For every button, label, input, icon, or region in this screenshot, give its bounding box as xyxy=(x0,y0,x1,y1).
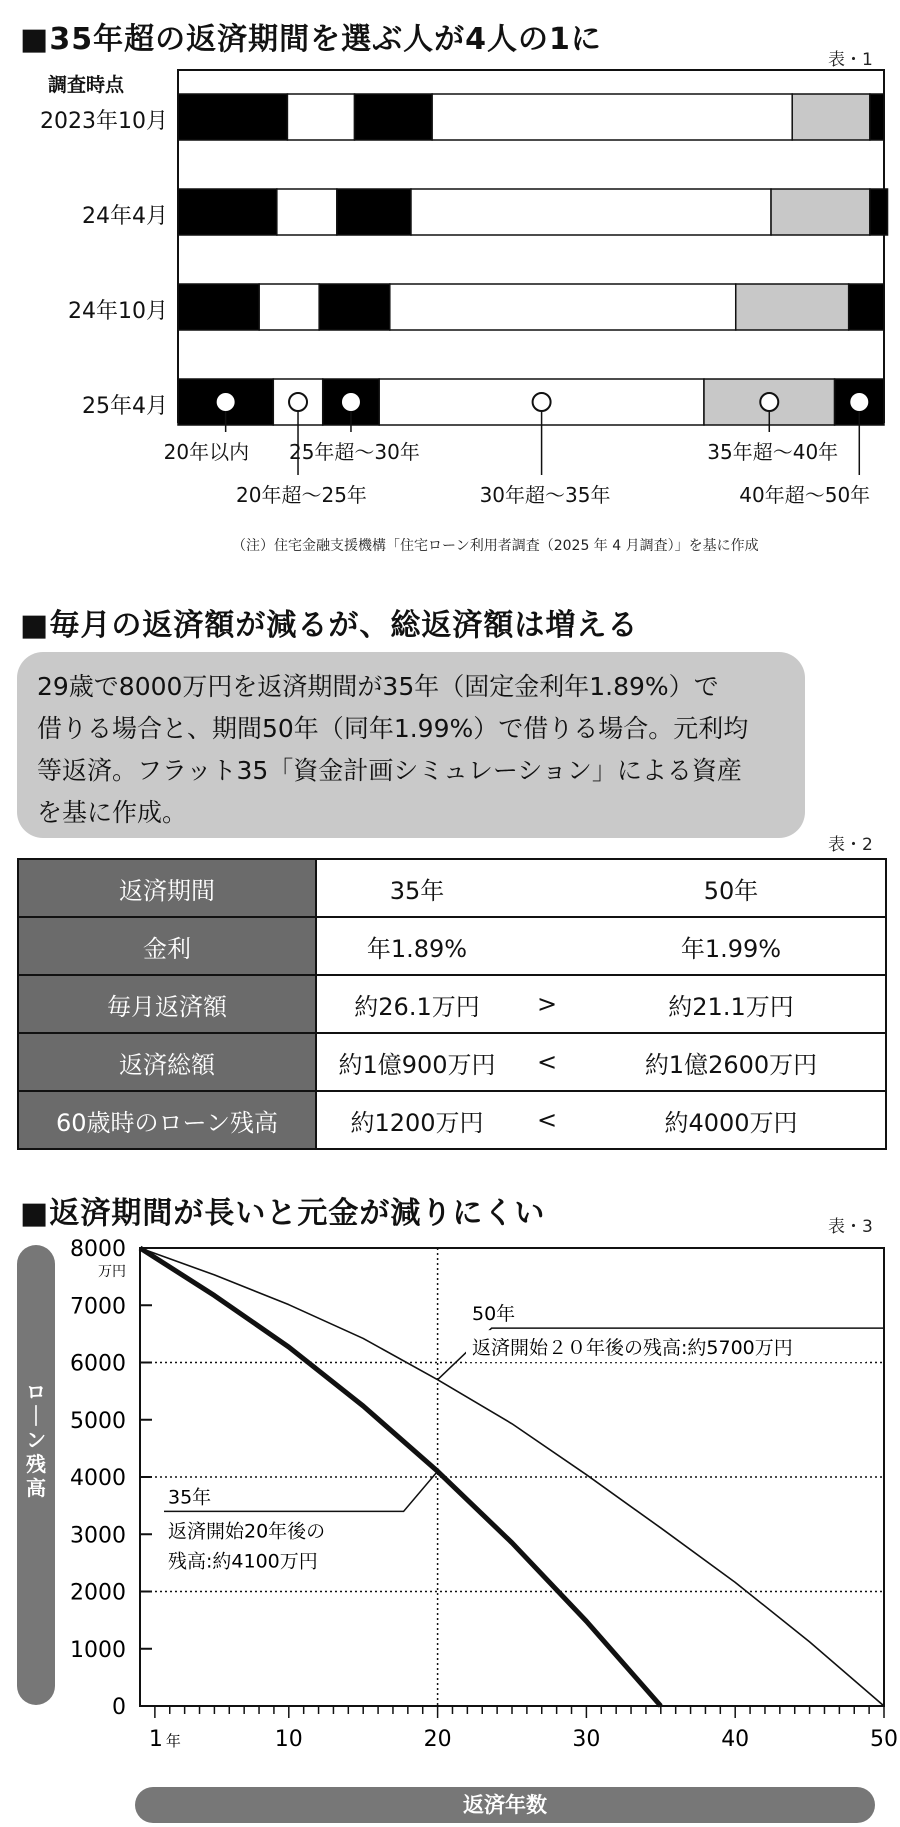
summary-line: を基に作成。 xyxy=(37,798,188,827)
y-tick-label: 1000 xyxy=(70,1637,126,1663)
bar-segment xyxy=(259,284,319,330)
survey-axis-header: 調査時点 xyxy=(48,74,125,96)
cell-50: 約1億2600万円 xyxy=(577,1033,886,1091)
bar-segment xyxy=(411,189,771,235)
legend-category-label: 40年超～50年 xyxy=(739,483,871,507)
y-tick-label: 2000 xyxy=(70,1580,126,1606)
x-tick-label: 20 xyxy=(423,1727,452,1752)
cell-op: < xyxy=(517,1091,577,1149)
y-tick-label: 5000 xyxy=(70,1408,126,1434)
cell-35: 約26.1万円 xyxy=(316,975,517,1033)
cell-op: < xyxy=(517,1033,577,1091)
cell-35: 年1.89% xyxy=(316,917,517,975)
loan-balance-line-chart xyxy=(0,1230,900,1790)
section2-title: ■毎月の返済額が減るが、総返済額は増える xyxy=(20,608,639,643)
y-axis-title: ロ ｜ ン 残 高 xyxy=(26,1380,46,1500)
bar-segment xyxy=(337,189,411,235)
marker-filled xyxy=(342,393,360,411)
source-note: （注）住宅金融支援機構「住宅ローン利用者調査（2025 年 4 月調査）」を基に作成 xyxy=(232,538,759,554)
summary-line: 等返済。フラット35「資金計画シミュレーション」による資産 xyxy=(37,756,742,785)
table1-label: 表・1 xyxy=(828,50,873,70)
legend-category-label: 25年超～30年 xyxy=(288,440,420,464)
summary-line: 借りる場合と、期間50年（同年1.99%）で借りる場合。元利均 xyxy=(37,714,749,743)
bar-segment xyxy=(178,284,259,330)
cell-50: 年1.99% xyxy=(577,917,886,975)
marker-open xyxy=(760,393,778,411)
legend-category-label: 20年以内 xyxy=(163,440,250,464)
y-tick-label: 8000 xyxy=(70,1237,126,1262)
x-tick-label: 10 xyxy=(274,1727,303,1752)
bar-segment xyxy=(771,189,870,235)
bar-segment xyxy=(355,94,433,140)
legend-category-label: 30年超～35年 xyxy=(479,483,611,507)
annotation-35-text: 返済開始20年後の xyxy=(168,1520,326,1543)
annotation-50-title: 50年 xyxy=(472,1303,516,1326)
summary-box xyxy=(17,652,805,838)
row-label: 金利 xyxy=(18,917,316,975)
row-label: 60歳時のローン残高 xyxy=(18,1091,316,1149)
table-row xyxy=(18,917,886,975)
header-50: 50年 xyxy=(577,859,886,917)
legend-category-label: 35年超～40年 xyxy=(707,440,839,464)
summary-line: 29歳で8000万円を返済期間が35年（固定金利年1.89%）で xyxy=(37,672,719,701)
bar-segment xyxy=(319,284,390,330)
cell-op: > xyxy=(517,975,577,1033)
bar-category-label: 25年4月 xyxy=(82,394,168,419)
table-row xyxy=(18,975,886,1033)
bar-segment xyxy=(870,94,884,140)
section1-title: ■35年超の返済期間を選ぶ人が4人の1に xyxy=(20,22,602,57)
annotation-35-title: 35年 xyxy=(168,1486,212,1509)
header-op xyxy=(517,859,577,917)
comparison-table xyxy=(17,858,887,1150)
bar-segment xyxy=(432,94,792,140)
x-tick-label: 30 xyxy=(572,1727,601,1752)
x-tick-label: 40 xyxy=(721,1727,750,1752)
bar-segment xyxy=(390,284,736,330)
y-tick-label: 7000 xyxy=(70,1294,126,1320)
table2-label: 表・2 xyxy=(828,835,873,855)
bar-segment xyxy=(287,94,354,140)
section3-title: ■返済期間が長いと元金が減りにくい xyxy=(20,1196,546,1231)
bar-segment xyxy=(792,94,870,140)
cell-50: 約4000万円 xyxy=(577,1091,886,1149)
bar-segment xyxy=(870,189,888,235)
cell-50: 約21.1万円 xyxy=(577,975,886,1033)
marker-filled xyxy=(217,393,235,411)
cell-op xyxy=(517,917,577,975)
bar-segment xyxy=(849,284,884,330)
y-tick-label: 0 xyxy=(112,1695,126,1720)
cell-35: 約1億900万円 xyxy=(316,1033,517,1091)
bar-segment xyxy=(736,284,849,330)
bar-segment xyxy=(178,94,287,140)
table-row xyxy=(18,1091,886,1149)
y-tick-label: 3000 xyxy=(70,1523,126,1549)
legend-category-label: 20年超～25年 xyxy=(236,483,367,507)
bar-segment xyxy=(178,189,277,235)
cell-35: 約1200万円 xyxy=(316,1091,517,1149)
header-term: 返済期間 xyxy=(18,859,316,917)
row-label: 返済総額 xyxy=(18,1033,316,1091)
bar-category-label: 2023年10月 xyxy=(40,109,168,134)
marker-filled xyxy=(850,393,868,411)
x-tick-label: 1 年 xyxy=(148,1727,181,1752)
bar-segment xyxy=(277,189,337,235)
y-tick-label: 4000 xyxy=(70,1466,126,1491)
bar-category-label: 24年10月 xyxy=(68,299,168,324)
marker-open xyxy=(289,393,307,411)
table-header-row xyxy=(18,859,886,917)
row-label: 毎月返済額 xyxy=(18,975,316,1033)
y-tick-label: 6000 xyxy=(70,1351,126,1377)
y-unit-label: 万円 xyxy=(98,1264,126,1280)
table3-label: 表・3 xyxy=(828,1217,873,1237)
bar-category-label: 24年4月 xyxy=(82,204,168,229)
header-35: 35年 xyxy=(316,859,517,917)
table-row xyxy=(18,1033,886,1091)
annotation-35-text: 残高:約4100万円 xyxy=(168,1550,318,1573)
marker-open xyxy=(533,393,551,411)
x-tick-label: 50 xyxy=(870,1727,898,1752)
stacked-bar-chart xyxy=(0,0,900,560)
x-axis-title: 返済年数 xyxy=(135,1787,875,1823)
annotation-50-text: 返済開始２０年後の残高:約5700万円 xyxy=(472,1337,793,1360)
